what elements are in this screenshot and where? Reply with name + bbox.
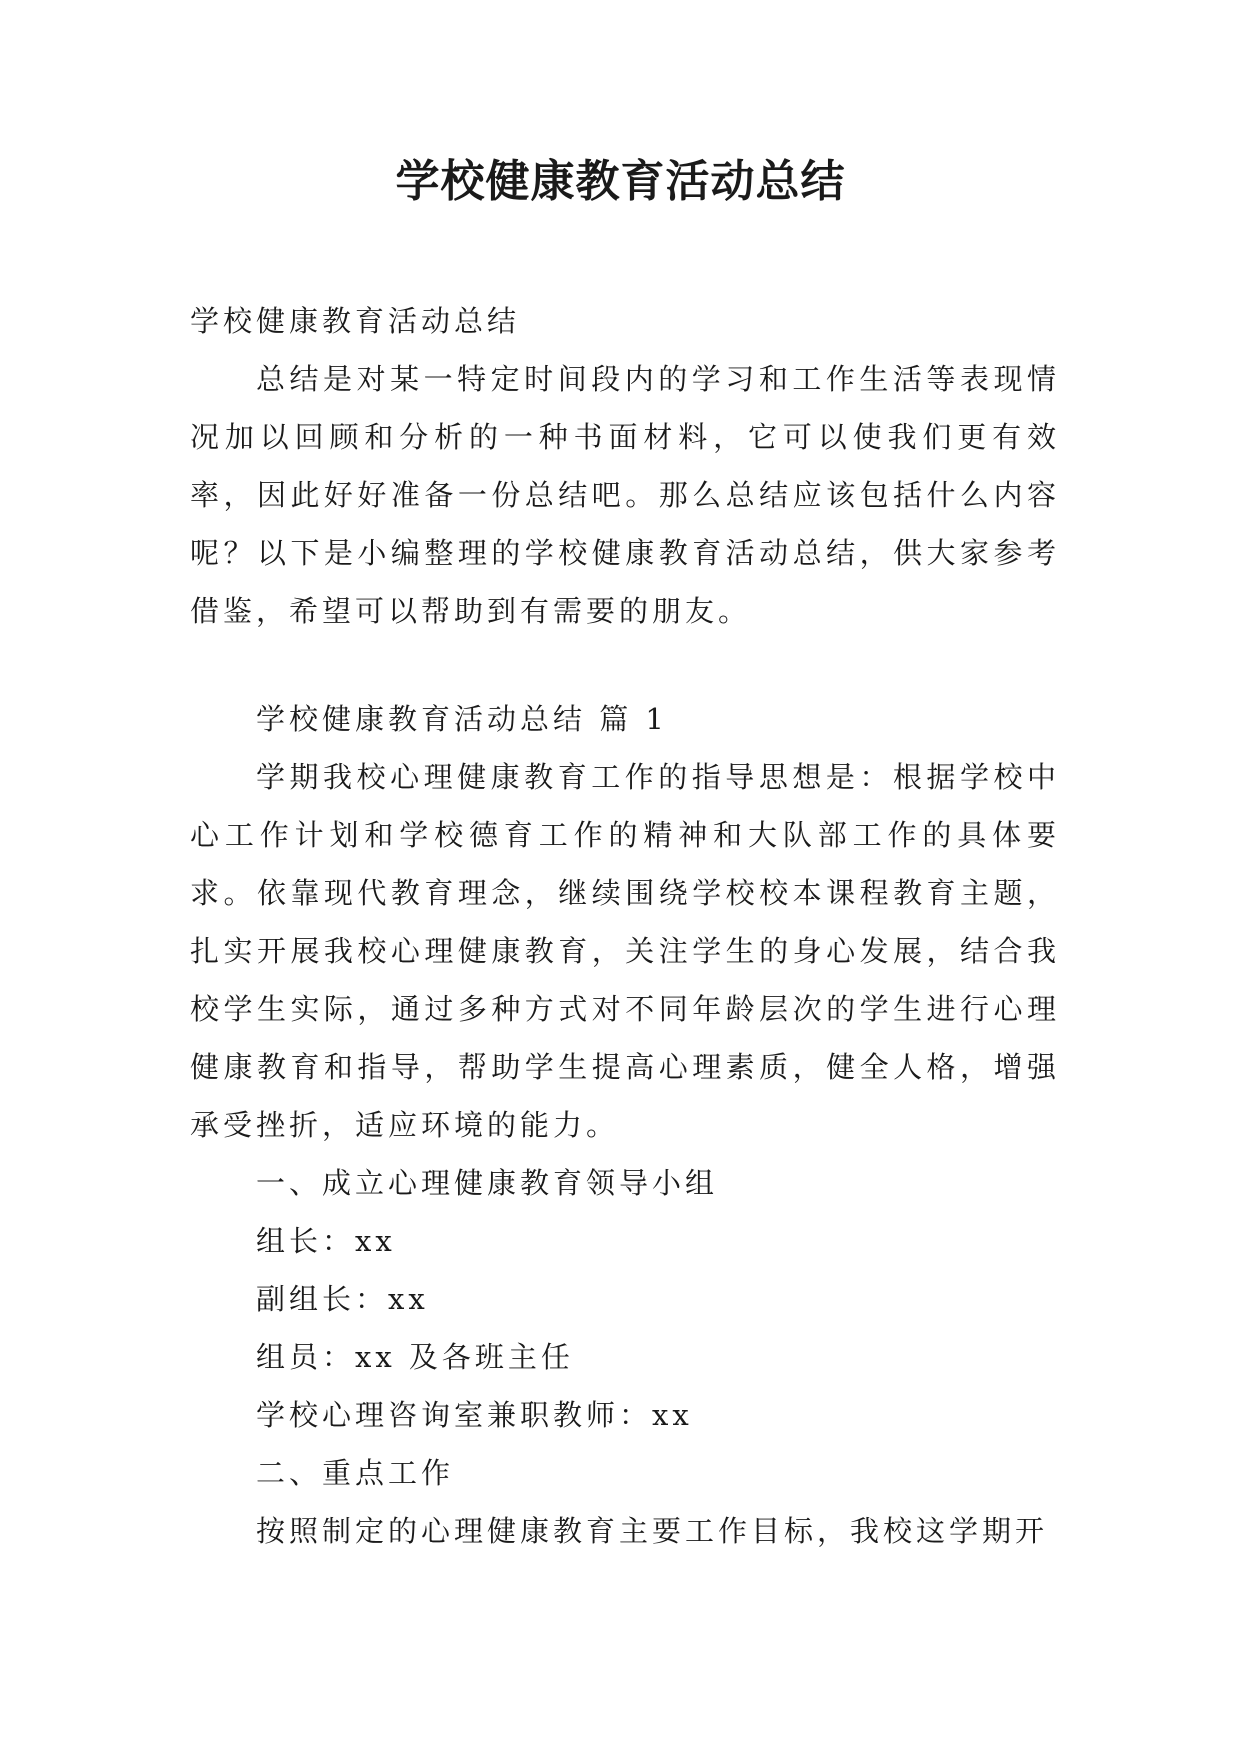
section-spacer	[190, 640, 1060, 690]
list-item: 一、成立心理健康教育领导小组	[256, 1166, 719, 1200]
body-paragraph-2: 按照制定的心理健康教育主要工作目标，我校这学期开	[256, 1514, 1049, 1548]
list-item: 学校心理咨询室兼职教师：xx	[256, 1398, 693, 1432]
document-body	[190, 292, 1060, 1560]
list-item: 组员：xx 及各班主任	[256, 1340, 574, 1374]
list-item: 副组长：xx	[256, 1282, 429, 1316]
body-paragraph-1: 学期我校心理健康教育工作的指导思想是：根据学校中心工作计划和学校德育工作的精神和大队部工作的具体要求。依靠现代教育理念，继续围绕学校校本课程教育主题，扎实开展我校心理健康教育，关注学生的身心发展，结合我校学生实际，通过多种方式对不同年龄层次的学生进行心理健康教育和指导，帮助学生提高心理素质，健全人格，增强承受挫折，适应环境的能力。	[190, 760, 1060, 1142]
intro-paragraph: 总结是对某一特定时间段内的学习和工作生活等表现情况加以回顾和分析的一种书面材料，它可以使我们更有效率，因此好好准备一份总结吧。那么总结应该包括什么内容呢？以下是小编整理的学校健康教育活动总结，供大家参考借鉴，希望可以帮助到有需要的朋友。	[190, 362, 1060, 628]
list-item: 二、重点工作	[256, 1456, 455, 1490]
intro-heading: 学校健康教育活动总结	[190, 304, 521, 338]
document-title: 学校健康教育活动总结	[395, 156, 846, 207]
list-item: 组长：xx	[256, 1224, 396, 1258]
section-heading: 学校健康教育活动总结 篇 1	[256, 702, 668, 736]
